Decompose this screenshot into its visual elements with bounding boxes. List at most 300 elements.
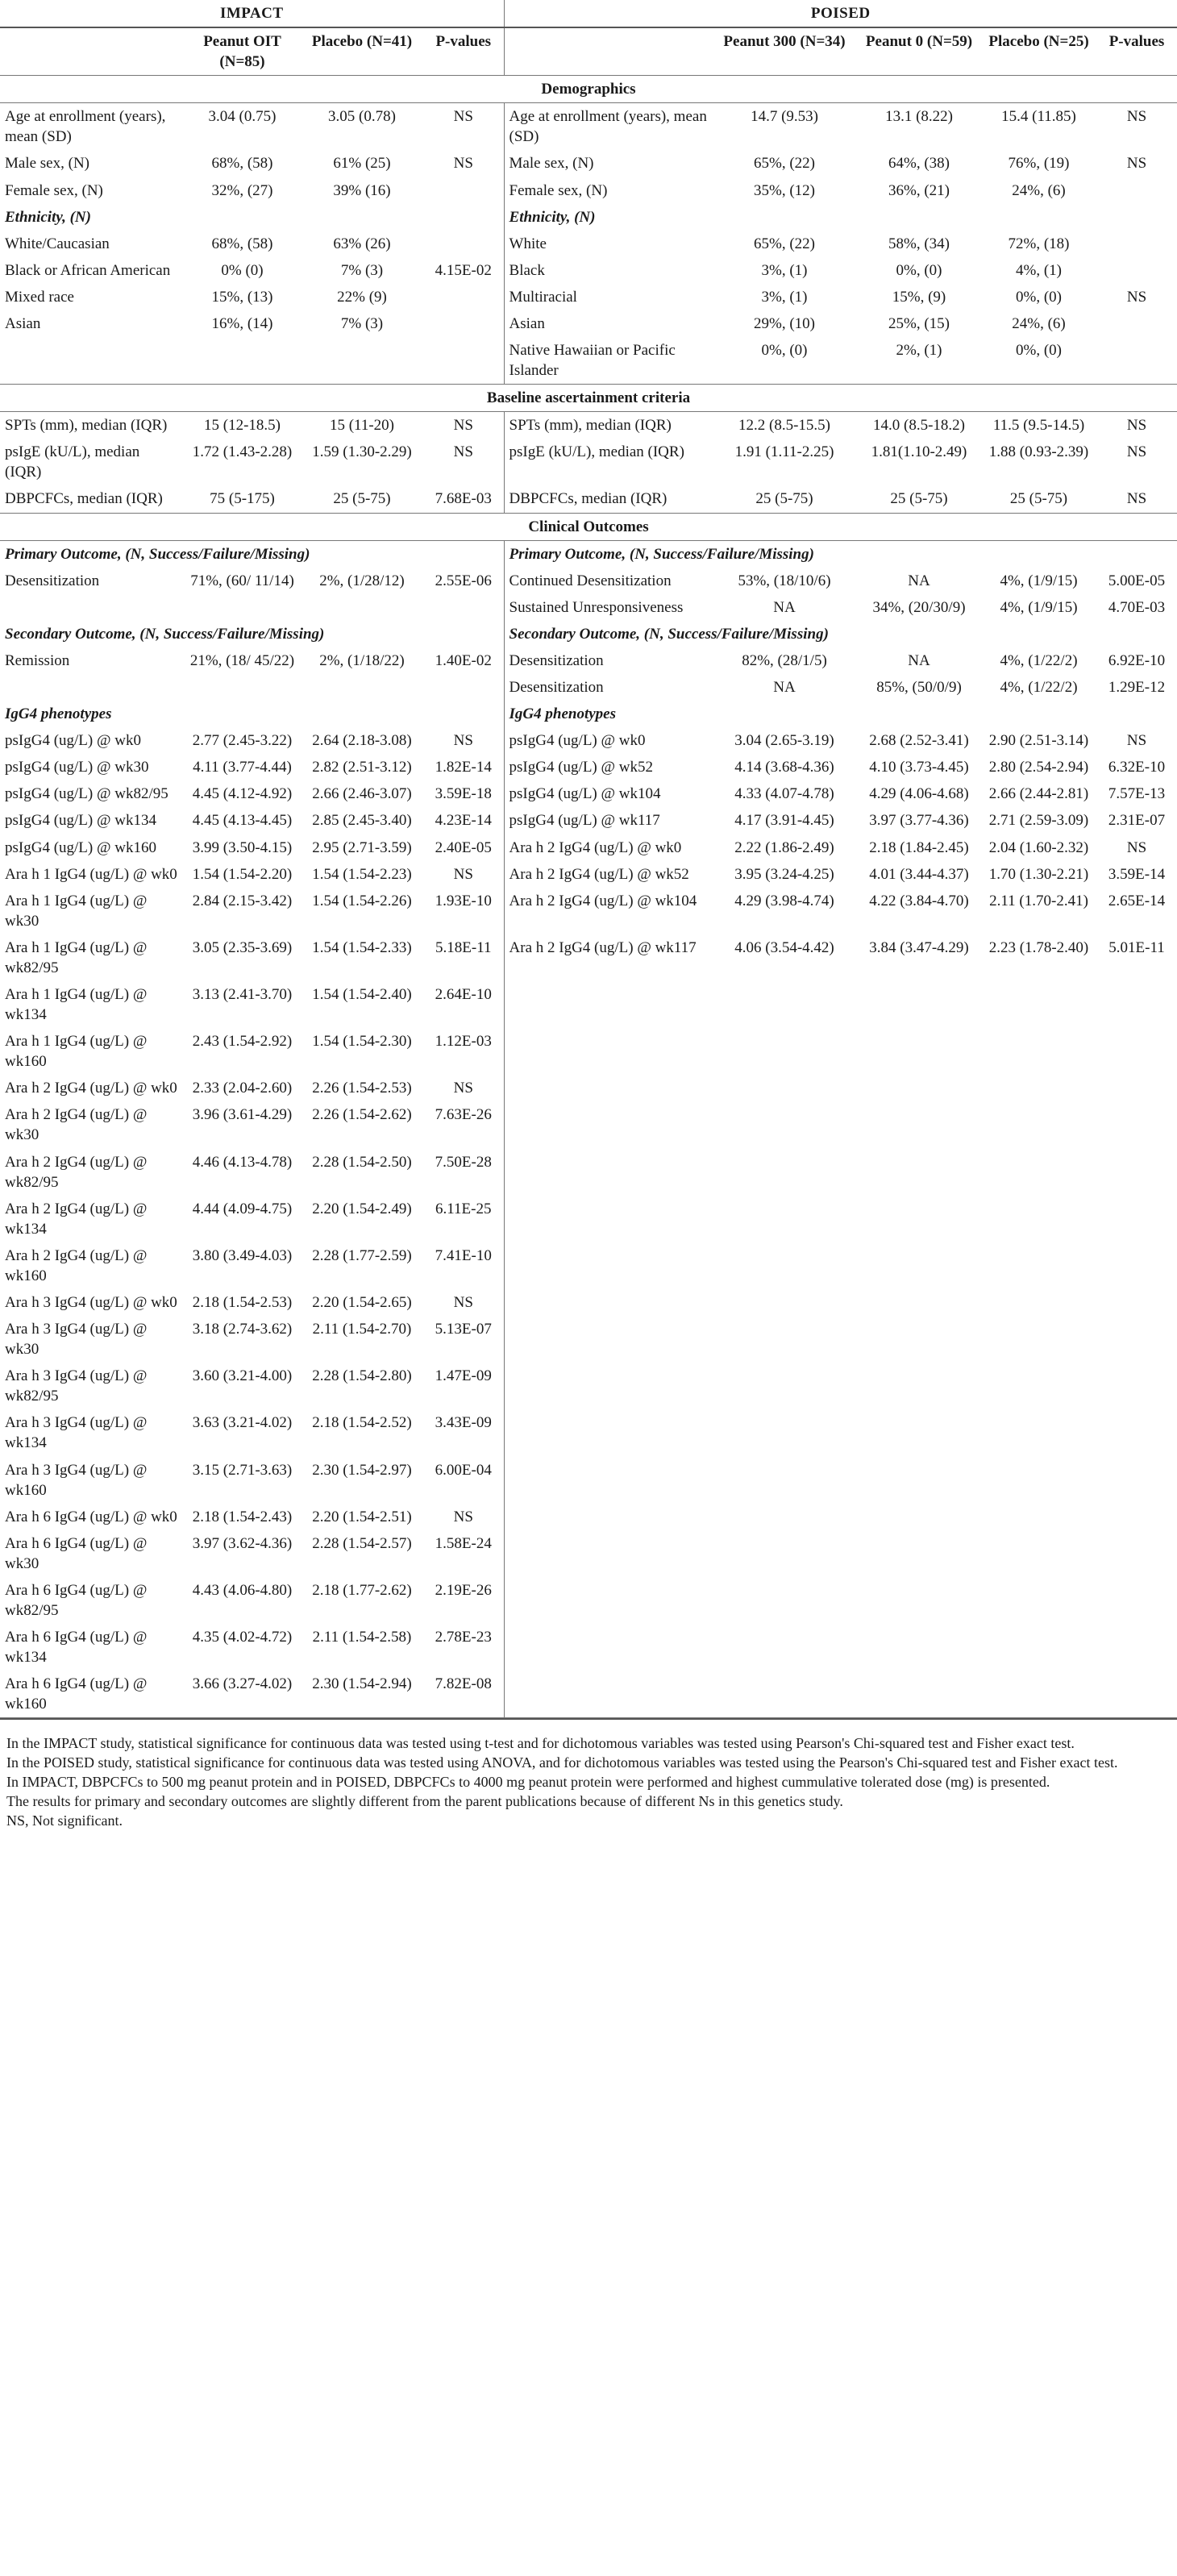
table-row: [0, 1504, 1177, 1530]
row-label: Ara h 6 IgG4 (ug/L) @ wk0: [5, 1508, 177, 1525]
subheading-left: IgG4 phenotypes: [0, 701, 504, 727]
table-row: [0, 594, 1177, 621]
cell-pvalue: 4.15E-02: [423, 257, 504, 284]
subheading-left: Primary Outcome, (N, Success/Failure/Missing): [0, 540, 504, 568]
row-label: Asian: [5, 314, 41, 332]
row-label: Desensitization: [509, 651, 604, 669]
cell-value: 4.06 (3.54-4.42): [734, 938, 834, 956]
subheading-right: Primary Outcome, (N, Success/Failure/Missing): [509, 545, 814, 563]
cell-value: [712, 1577, 857, 1624]
cell-pvalue: 2.19E-26: [423, 1577, 504, 1624]
table-row: [0, 1409, 1177, 1456]
col-placebo-impact: Placebo (N=41): [301, 27, 423, 76]
row-label: Ara h 3 IgG4 (ug/L) @ wk30: [5, 1321, 148, 1359]
table-row: [0, 888, 1177, 934]
cell-value: 0%, (0): [981, 337, 1096, 385]
col-peanut-oit: Peanut OIT (N=85): [184, 27, 301, 76]
cell-value: 1.54 (1.54-2.26): [312, 892, 412, 909]
cell-value: 15.4 (11.85): [1001, 108, 1076, 126]
cell-value: 2.90 (2.51-3.14): [988, 732, 1089, 750]
cell-pvalue: 7.68E-03: [423, 485, 504, 513]
row-label: [504, 1504, 712, 1530]
cell-value: 53%, (18/10/6): [738, 572, 831, 589]
cell-pvalue: NS: [423, 1289, 504, 1316]
cell-pvalue: 7.57E-13: [1108, 785, 1166, 803]
table-row: [0, 1149, 1177, 1196]
subheading-left: Secondary Outcome, (N, Success/Failure/Missing): [0, 621, 504, 647]
col-blank-right: [504, 27, 712, 76]
cell-value: [857, 1101, 981, 1148]
table-row: [0, 1457, 1177, 1504]
cell-pvalue: 1.29E-12: [1108, 679, 1166, 697]
cell-value: [301, 594, 423, 621]
row-label: [504, 1196, 712, 1242]
cell-value: [857, 1409, 981, 1456]
table-row: [0, 1289, 1177, 1316]
col-blank-left: [0, 27, 184, 76]
table-row: [0, 834, 1177, 861]
row-label: SPTs (mm), median (IQR): [5, 417, 168, 435]
cell-value: 25%, (15): [888, 314, 950, 332]
cell-pvalue: 1.12E-03: [423, 1028, 504, 1075]
row-label: Ara h 1 IgG4 (ug/L) @ wk160: [5, 1033, 148, 1071]
cell-value: [184, 594, 301, 621]
cell-pvalue: NS: [1126, 732, 1147, 750]
cell-value: 4%, (1/9/15): [1000, 572, 1078, 589]
cell-value: 3.60 (3.21-4.00): [192, 1367, 293, 1385]
row-label: [0, 337, 184, 385]
row-label: [0, 674, 184, 701]
cell-value: 3.15 (2.71-3.63): [192, 1461, 293, 1479]
cell-value: [712, 1624, 857, 1671]
cell-value: 2.18 (1.54-2.43): [192, 1508, 293, 1525]
cell-pvalue: 6.92E-10: [1108, 651, 1166, 669]
cell-value: 3.13 (2.41-3.70): [192, 985, 293, 1003]
row-label: [504, 1577, 712, 1624]
cell-value: 4.11 (3.77-4.44): [193, 759, 292, 776]
cell-value: 4.10 (3.73-4.45): [869, 759, 969, 776]
row-label: [504, 1316, 712, 1363]
table-row: [0, 1196, 1177, 1242]
table-row: [0, 934, 1177, 981]
row-label: Black or African American: [5, 261, 171, 279]
cell-value: 2.30 (1.54-2.94): [301, 1671, 423, 1718]
footnote: In IMPACT, DBPCFCs to 500 mg peanut protein and in POISED, DBPCFCs to 4000 mg peanut protein were performed and highest cummulative tolerated dose (mg) is presented.: [6, 1774, 1050, 1791]
cell-value: 1.54 (1.54-2.20): [192, 865, 293, 883]
subheading-row: [0, 621, 1177, 647]
cell-value: NA: [773, 598, 796, 616]
cell-value: 2.28 (1.54-2.50): [312, 1153, 412, 1171]
cell-pvalue: 7.41E-10: [423, 1242, 504, 1289]
study-header-row: [0, 0, 1177, 27]
table-row: [0, 861, 1177, 888]
table-row: [0, 727, 1177, 754]
cell-value: [712, 1242, 857, 1289]
table-row: [0, 568, 1177, 594]
footnote: In the IMPACT study, statistical significance for continuous data was tested using t-test and for dichotomous variables was tested using Pearson's Chi-squared test and Fisher exact test.: [6, 1735, 1075, 1752]
table-row: [0, 257, 1177, 284]
table-row: [0, 1242, 1177, 1289]
cell-pvalue: [1096, 337, 1177, 385]
cell-value: 4.44 (4.09-4.75): [192, 1200, 293, 1217]
section-header: [0, 513, 1177, 540]
cell-value: [981, 1316, 1096, 1363]
cell-pvalue: [1096, 1457, 1177, 1504]
cell-value: [712, 1671, 857, 1718]
row-label: Continued Desensitization: [509, 572, 672, 589]
row-label: [504, 1363, 712, 1409]
cell-value: 2.28 (1.54-2.57): [312, 1534, 412, 1552]
cell-value: 4.45 (4.13-4.45): [192, 812, 293, 830]
cell-value: [981, 1101, 1096, 1148]
subheading-right: Ethnicity, (N): [509, 208, 596, 226]
table-row: [0, 807, 1177, 834]
cell-pvalue: 2.40E-05: [423, 834, 504, 861]
row-label: Ara h 1 IgG4 (ug/L) @ wk30: [5, 892, 148, 930]
table-row: [0, 1577, 1177, 1624]
footnote: The results for primary and secondary outcomes are slightly different from the parent publications because of different Ns in this genetics study.: [6, 1793, 843, 1810]
row-label: Desensitization: [5, 572, 100, 589]
cell-value: [301, 674, 423, 701]
cell-value: [981, 1242, 1096, 1289]
cell-pvalue: [1096, 1409, 1177, 1456]
cell-value: [857, 1075, 981, 1101]
cell-pvalue: [1096, 1289, 1177, 1316]
row-label: Ara h 1 IgG4 (ug/L) @ wk82/95: [5, 938, 148, 976]
cell-pvalue: 3.59E-14: [1108, 865, 1166, 883]
cell-value: [712, 981, 857, 1028]
cell-value: NA: [908, 651, 930, 669]
cell-value: 14.0 (8.5-18.2): [873, 417, 965, 435]
cell-value: [712, 1504, 857, 1530]
cell-value: 25 (5-75): [712, 485, 857, 513]
col-peanut-300: Peanut 300 (N=34): [712, 27, 857, 76]
cell-pvalue: [1096, 1504, 1177, 1530]
cell-value: 3.63 (3.21-4.02): [192, 1414, 293, 1432]
cell-pvalue: NS: [423, 1504, 504, 1530]
cell-value: 3.80 (3.49-4.03): [192, 1246, 293, 1264]
row-label: psIgG4 (ug/L) @ wk0: [5, 732, 141, 750]
footnotes: [0, 1718, 1177, 1839]
cell-value: 4.29 (3.98-4.74): [734, 892, 834, 909]
cell-value: 68%, (58): [211, 235, 273, 252]
row-label: Female sex, (N): [509, 181, 608, 199]
cell-value: [857, 1504, 981, 1530]
cell-value: 35%, (12): [754, 181, 815, 199]
cell-value: 2%, (1/28/12): [319, 572, 405, 589]
cell-value: 1.72 (1.43-2.28): [192, 443, 293, 461]
cell-pvalue: 1.82E-14: [423, 754, 504, 780]
cell-value: 2.82 (2.51-3.12): [312, 759, 412, 776]
cell-pvalue: 5.01E-11: [1108, 938, 1165, 956]
row-label: White: [509, 235, 547, 252]
row-label: Ara h 2 IgG4 (ug/L) @ wk104: [509, 892, 697, 909]
cell-value: 65%, (22): [754, 155, 815, 173]
cell-value: [981, 1075, 1096, 1101]
table-row: [0, 310, 1177, 337]
row-label: Native Hawaiian or Pacific Islander: [504, 337, 712, 385]
cell-value: 3.96 (3.61-4.29): [192, 1106, 293, 1124]
cell-value: [712, 1530, 857, 1577]
cell-value: 4.22 (3.84-4.70): [869, 892, 969, 909]
cell-pvalue: [423, 594, 504, 621]
cell-value: 3.05 (0.78): [328, 108, 396, 126]
cell-value: [857, 1671, 981, 1718]
cell-pvalue: [1096, 1028, 1177, 1075]
cell-pvalue: 6.00E-04: [423, 1457, 504, 1504]
cell-value: 2.11 (1.70-2.41): [989, 892, 1088, 909]
cell-value: [712, 1028, 857, 1075]
cell-value: [981, 1457, 1096, 1504]
section-header: [0, 76, 1177, 103]
cell-value: [857, 1028, 981, 1075]
col-pvalues-poised: P-values: [1096, 27, 1177, 76]
row-label: Asian: [509, 314, 545, 332]
row-label: [504, 1101, 712, 1148]
cell-pvalue: [423, 674, 504, 701]
row-label: [0, 594, 184, 621]
cell-value: 2.22 (1.86-2.49): [734, 839, 834, 856]
cell-value: 2.26 (1.54-2.62): [312, 1106, 412, 1124]
cell-value: [857, 1530, 981, 1577]
cell-pvalue: [423, 177, 504, 204]
cell-pvalue: [423, 231, 504, 257]
cell-value: 2.04 (1.60-2.32): [988, 839, 1089, 856]
cell-value: [981, 1028, 1096, 1075]
cell-value: 2.64 (2.18-3.08): [312, 732, 412, 750]
cell-value: 2.20 (1.54-2.51): [312, 1508, 412, 1525]
row-label: [504, 1289, 712, 1316]
cell-value: 2.68 (2.52-3.41): [869, 732, 969, 750]
table-row: [0, 981, 1177, 1028]
cell-value: 2.18 (1.54-2.52): [312, 1414, 412, 1432]
cell-pvalue: NS: [1126, 155, 1147, 173]
cell-value: 3.84 (3.47-4.29): [869, 938, 969, 956]
cell-value: [301, 337, 423, 385]
cell-value: 1.54 (1.54-2.33): [312, 938, 412, 956]
row-label: Ara h 2 IgG4 (ug/L) @ wk0: [509, 839, 682, 856]
cell-pvalue: NS: [423, 861, 504, 888]
cell-value: [981, 1149, 1096, 1196]
row-label: psIgE (kU/L), median (IQR): [5, 443, 140, 481]
table-row: [0, 1075, 1177, 1101]
row-label: Male sex, (N): [5, 155, 89, 173]
cell-value: [857, 1242, 981, 1289]
row-label: Ara h 6 IgG4 (ug/L) @ wk82/95: [5, 1581, 148, 1619]
cell-value: 25 (5-75): [857, 485, 981, 513]
subheading-left: Ethnicity, (N): [0, 204, 504, 231]
cell-pvalue: 4.70E-03: [1108, 598, 1166, 616]
cell-value: 3.95 (3.24-4.25): [734, 865, 834, 883]
table-row: [0, 439, 1177, 485]
cell-pvalue: 1.58E-24: [423, 1530, 504, 1577]
cell-value: [857, 1196, 981, 1242]
row-label: Male sex, (N): [509, 155, 594, 173]
cell-pvalue: 7.63E-26: [423, 1101, 504, 1148]
row-label: Ara h 2 IgG4 (ug/L) @ wk160: [5, 1246, 148, 1284]
cell-value: 3%, (1): [761, 288, 808, 306]
cell-value: 64%, (38): [888, 155, 950, 173]
table-row: [0, 1363, 1177, 1409]
table-row: [0, 284, 1177, 310]
row-label: White/Caucasian: [5, 235, 110, 252]
cell-value: [712, 1409, 857, 1456]
cell-pvalue: [1096, 1242, 1177, 1289]
cell-value: [981, 1409, 1096, 1456]
table-row: [0, 754, 1177, 780]
row-label: Ara h 2 IgG4 (ug/L) @ wk52: [509, 865, 689, 883]
row-label: psIgG4 (ug/L) @ wk160: [5, 839, 156, 856]
row-label: Multiracial: [509, 288, 577, 306]
row-label: Ara h 2 IgG4 (ug/L) @ wk117: [509, 938, 697, 956]
cell-pvalue: [423, 337, 504, 385]
cell-value: [712, 1316, 857, 1363]
cell-value: 15%, (9): [892, 288, 946, 306]
cell-value: 15 (11-20): [329, 417, 395, 435]
cell-pvalue: 1.47E-09: [423, 1363, 504, 1409]
cell-value: 3.97 (3.62-4.36): [192, 1534, 293, 1552]
cell-pvalue: [1096, 1530, 1177, 1577]
table-row: [0, 103, 1177, 151]
cell-value: 3.18 (2.74-3.62): [192, 1321, 293, 1338]
cell-value: 4%, (1/22/2): [1000, 679, 1078, 697]
cell-pvalue: [1096, 1149, 1177, 1196]
cell-value: [981, 1530, 1096, 1577]
row-label: Ara h 3 IgG4 (ug/L) @ wk82/95: [5, 1367, 148, 1405]
row-label: Ara h 2 IgG4 (ug/L) @ wk82/95: [5, 1153, 148, 1191]
section-title: Clinical Outcomes: [0, 513, 1177, 540]
cell-pvalue: [1096, 231, 1177, 257]
cell-value: 1.59 (1.30-2.29): [312, 443, 412, 461]
cell-pvalue: [1096, 257, 1177, 284]
row-label: SPTs (mm), median (IQR): [509, 417, 672, 435]
cell-pvalue: NS: [1126, 288, 1147, 306]
cell-value: 2.28 (1.77-2.59): [312, 1246, 412, 1264]
study-impact: IMPACT: [0, 0, 504, 27]
cell-value: [981, 1289, 1096, 1316]
row-label: [504, 1242, 712, 1289]
cell-value: 3.04 (0.75): [208, 108, 277, 126]
cell-value: 2.20 (1.54-2.49): [312, 1200, 412, 1217]
cell-value: [857, 1289, 981, 1316]
row-label: [504, 981, 712, 1028]
subheading-right: Secondary Outcome, (N, Success/Failure/Missing): [509, 625, 829, 643]
cell-value: 29%, (10): [754, 314, 815, 332]
cell-pvalue: NS: [1126, 839, 1147, 856]
row-label: psIgG4 (ug/L) @ wk30: [5, 759, 149, 776]
row-label: [504, 1028, 712, 1075]
cell-value: 76%, (19): [1008, 155, 1070, 173]
cell-value: 2.18 (1.54-2.53): [192, 1293, 293, 1311]
cell-value: [981, 981, 1096, 1028]
cell-value: 4%, (1/9/15): [1000, 598, 1078, 616]
cell-value: [981, 1671, 1096, 1718]
cell-pvalue: 7.50E-28: [423, 1149, 504, 1196]
section-header: [0, 385, 1177, 412]
cell-value: 15 (12-18.5): [204, 417, 281, 435]
cell-pvalue: 4.23E-14: [423, 807, 504, 834]
cell-value: 2%, (1): [857, 337, 981, 385]
cell-value: 34%, (20/30/9): [872, 598, 966, 616]
section-title: Demographics: [0, 76, 1177, 103]
row-label: Age at enrollment (years), mean (SD): [509, 108, 707, 146]
row-label: Mixed race: [5, 288, 74, 306]
cell-value: 1.70 (1.30-2.21): [988, 865, 1089, 883]
table-row: [0, 177, 1177, 204]
cell-pvalue: [1096, 1075, 1177, 1101]
cell-value: [857, 1149, 981, 1196]
cell-pvalue: NS: [1126, 417, 1147, 435]
cell-pvalue: NS: [423, 439, 504, 485]
table-row: [0, 1530, 1177, 1577]
cell-value: 25 (5-75): [981, 485, 1096, 513]
table-row: [0, 412, 1177, 439]
column-header-row: [0, 27, 1177, 76]
cell-value: [712, 1149, 857, 1196]
cell-value: 65%, (22): [754, 235, 815, 252]
cell-value: 12.2 (8.5-15.5): [738, 417, 830, 435]
cell-value: 1.81(1.10-2.49): [871, 443, 967, 461]
footnote: In the POISED study, statistical significance for continuous data was tested using ANOVA, and for dichotomous variables was tested using the Pearson's Chi-squared test and Fisher exact test.: [6, 1754, 1118, 1771]
cell-value: [712, 1075, 857, 1101]
row-label: [504, 1149, 712, 1196]
cell-pvalue: NS: [1096, 485, 1177, 513]
cell-value: 3.66 (3.27-4.02): [184, 1671, 301, 1718]
cell-value: 71%, (60/ 11/14): [190, 572, 294, 589]
cell-pvalue: [1096, 310, 1177, 337]
cell-pvalue: NS: [1126, 443, 1147, 461]
cell-value: 15%, (13): [211, 288, 273, 306]
study-poised: POISED: [504, 0, 1177, 27]
cell-value: 63% (26): [333, 235, 391, 252]
cell-value: [712, 1363, 857, 1409]
cell-pvalue: 1.93E-10: [423, 888, 504, 934]
cell-value: 68%, (58): [211, 155, 273, 173]
cell-value: 3.05 (2.35-3.69): [192, 938, 293, 956]
cell-pvalue: [423, 310, 504, 337]
cell-pvalue: [423, 284, 504, 310]
cell-pvalue: 5.18E-11: [423, 934, 504, 981]
row-label: psIgE (kU/L), median (IQR): [509, 443, 684, 461]
cell-value: [184, 337, 301, 385]
cell-pvalue: NS: [423, 1075, 504, 1101]
cell-value: 1.91 (1.11-2.25): [734, 443, 834, 461]
row-label: Ara h 2 IgG4 (ug/L) @ wk0: [5, 1080, 177, 1097]
cell-value: 4%, (1/22/2): [1000, 651, 1078, 669]
cell-pvalue: NS: [423, 150, 504, 177]
cell-value: [981, 1363, 1096, 1409]
row-label: [504, 1409, 712, 1456]
cell-value: 2.23 (1.78-2.40): [988, 938, 1089, 956]
cell-value: 2.26 (1.54-2.53): [312, 1080, 412, 1097]
row-label: Sustained Unresponsiveness: [509, 598, 684, 616]
cell-value: 2.28 (1.54-2.80): [312, 1367, 412, 1385]
subheading-row: [0, 701, 1177, 727]
cell-value: [712, 1101, 857, 1148]
cell-value: 4.45 (4.12-4.92): [192, 785, 293, 803]
cell-value: 13.1 (8.22): [885, 108, 953, 126]
subheading-row: [0, 204, 1177, 231]
cell-value: 22% (9): [337, 288, 387, 306]
row-label: psIgG4 (ug/L) @ wk104: [509, 785, 661, 803]
cell-value: 0%, (0): [712, 337, 857, 385]
cell-value: 11.5 (9.5-14.5): [992, 417, 1085, 435]
cell-value: 7% (3): [340, 261, 384, 279]
cell-pvalue: 3.43E-09: [423, 1409, 504, 1456]
cell-value: 36%, (21): [888, 181, 950, 199]
cell-value: [712, 1457, 857, 1504]
cell-value: 3.97 (3.77-4.36): [869, 812, 969, 830]
